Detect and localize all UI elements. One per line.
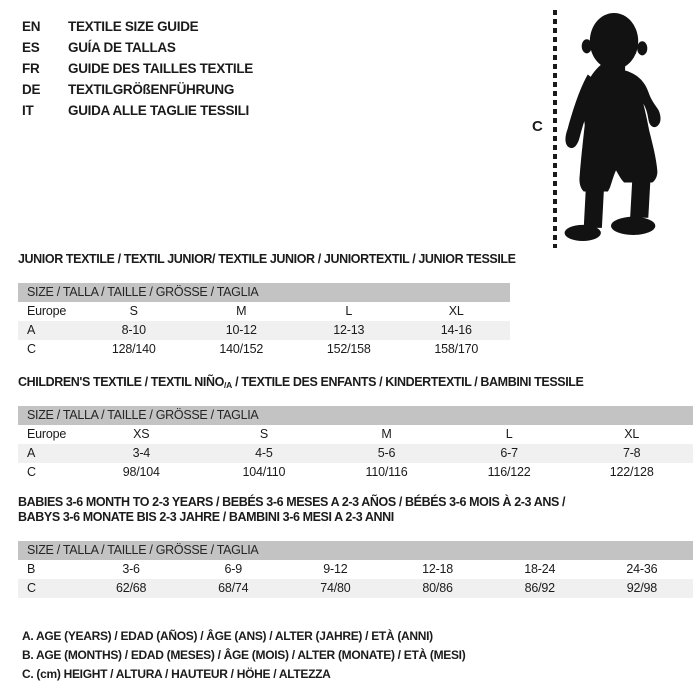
table-cell: 5-6 [377, 446, 396, 460]
table-title [18, 375, 693, 393]
table-cell: 12-13 [333, 323, 365, 337]
table-cell: 62/68 [115, 581, 147, 595]
table-cell: 24-36 [626, 562, 658, 576]
table-cell: 158/170 [434, 342, 479, 356]
language-code: EN [22, 19, 41, 34]
row-label: B [27, 562, 36, 576]
table-cell: 80/86 [422, 581, 453, 595]
table [18, 283, 510, 359]
size-figure [520, 8, 698, 256]
row-label: A [27, 446, 36, 460]
table-title-subscript: /A [223, 380, 233, 390]
language-item [22, 58, 253, 79]
table-cell: 98/104 [122, 465, 160, 479]
row-label: A [27, 323, 36, 337]
table-cell: 18-24 [524, 562, 556, 576]
language-item [22, 100, 253, 121]
table-cell: 4-5 [255, 446, 273, 460]
legend [22, 627, 465, 684]
height-measure-label: C [532, 118, 543, 135]
table-row [18, 321, 510, 340]
row-label: C [27, 465, 36, 479]
language-label: GUIDE DES TAILLES TEXTILE [68, 61, 254, 76]
table-cell: 122/128 [609, 465, 654, 479]
table-row [18, 444, 693, 463]
table-cell: 104/110 [242, 465, 286, 479]
table-cell: M [236, 304, 247, 318]
table-cell: 7-8 [622, 446, 641, 460]
table-cell: 3-4 [132, 446, 151, 460]
table-cell: XS [133, 427, 150, 441]
table-title: JUNIOR TEXTILE / TEXTIL JUNIOR/ TEXTILE JUNIOR / JUNIORTEXTIL / JUNIOR TESSILE [18, 252, 516, 266]
table-cell: 6-9 [224, 562, 242, 576]
language-item [22, 16, 253, 37]
table-cell: S [259, 427, 268, 441]
toddler-silhouette-icon [563, 12, 665, 242]
table-header: SIZE / TALLA / TAILLE / GRÖSSE / TAGLIA [18, 406, 693, 425]
table [18, 406, 693, 482]
table-row [18, 340, 510, 359]
language-item [22, 37, 253, 58]
table-row [18, 463, 693, 482]
table-title-text: / TEXTILE DES ENFANTS / KINDERTEXTIL / BAMBINI TESSILE [232, 375, 584, 389]
language-item [22, 79, 253, 100]
language-label: GUIDA ALLE TAGLIE TESSILI [68, 103, 249, 118]
language-code: ES [22, 40, 40, 55]
language-label: GUÍA DE TALLAS [68, 40, 176, 55]
table-cell: 68/74 [218, 581, 249, 595]
table-cell: 10-12 [225, 323, 257, 337]
legend-item: B. AGE (MONTHS) / EDAD (MESES) / ÂGE (MOIS) / ALTER (MONATE) / ETÀ (MESI) [22, 648, 466, 662]
table-cell: 8-10 [121, 323, 146, 337]
table-cell: L [505, 427, 513, 441]
table-rows [18, 425, 693, 482]
language-code: DE [22, 82, 41, 97]
table-cell: S [129, 304, 138, 318]
legend-item: A. AGE (YEARS) / EDAD (AÑOS) / ÂGE (ANS) / ALTER (JAHRE) / ETÀ (ANNI) [22, 629, 433, 643]
table-title-text: CHILDREN'S TEXTILE / TEXTIL NIÑO [18, 375, 224, 389]
table-cell: 116/122 [487, 465, 531, 479]
table-cell: 140/152 [219, 342, 264, 356]
row-label: Europe [27, 427, 67, 441]
table-header: SIZE / TALLA / TAILLE / GRÖSSE / TAGLIA [18, 283, 510, 302]
table-cell: 74/80 [320, 581, 351, 595]
table-cell: 14-16 [440, 323, 472, 337]
table-cell: XL [624, 427, 640, 441]
table-cell: M [381, 427, 392, 441]
language-code: FR [22, 61, 40, 76]
table-title: BABYS 3-6 MONATE BIS 2-3 JAHRE / BAMBINI 3-6 MESI A 2-3 ANNI [18, 510, 394, 524]
table-title: BABIES 3-6 MONTH TO 2-3 YEARS / BEBÉS 3-6 MESES A 2-3 AÑOS / BÉBÉS 3-6 MOIS À 2-3 ANS / [18, 495, 566, 509]
language-code: IT [22, 103, 34, 118]
table-row [18, 560, 693, 579]
table-row [18, 302, 510, 321]
table-cell: 128/140 [111, 342, 156, 356]
table-cell: L [345, 304, 353, 318]
size-table-junior [18, 252, 516, 359]
table-cell: 86/92 [524, 581, 555, 595]
table-cell: 6-7 [500, 446, 518, 460]
row-label: Europe [27, 304, 67, 318]
table-row [18, 579, 693, 598]
height-measure-line [553, 10, 557, 248]
table-cell: 3-6 [122, 562, 140, 576]
legend-item: C. (cm) HEIGHT / ALTURA / HAUTEUR / HÖHE / ALTEZZA [22, 667, 331, 681]
table-cell: 110/116 [365, 465, 408, 479]
table-cell: 9-12 [323, 562, 348, 576]
language-label: TEXTILGRÖßENFÜHRUNG [68, 82, 235, 97]
table-cell: XL [448, 304, 464, 318]
table-cell: 92/98 [626, 581, 658, 595]
table-rows [18, 560, 693, 598]
table-row [18, 425, 693, 444]
table [18, 541, 693, 598]
language-label: TEXTILE SIZE GUIDE [68, 19, 199, 34]
table-cell: 152/158 [326, 342, 371, 356]
language-list [22, 16, 253, 121]
size-table-babies [18, 495, 693, 598]
table-header: SIZE / TALLA / TAILLE / GRÖSSE / TAGLIA [18, 541, 693, 560]
row-label: C [27, 581, 36, 595]
row-label: C [27, 342, 36, 356]
size-table-children [18, 375, 693, 482]
table-cell: 12-18 [422, 562, 454, 576]
table-rows [18, 302, 510, 359]
